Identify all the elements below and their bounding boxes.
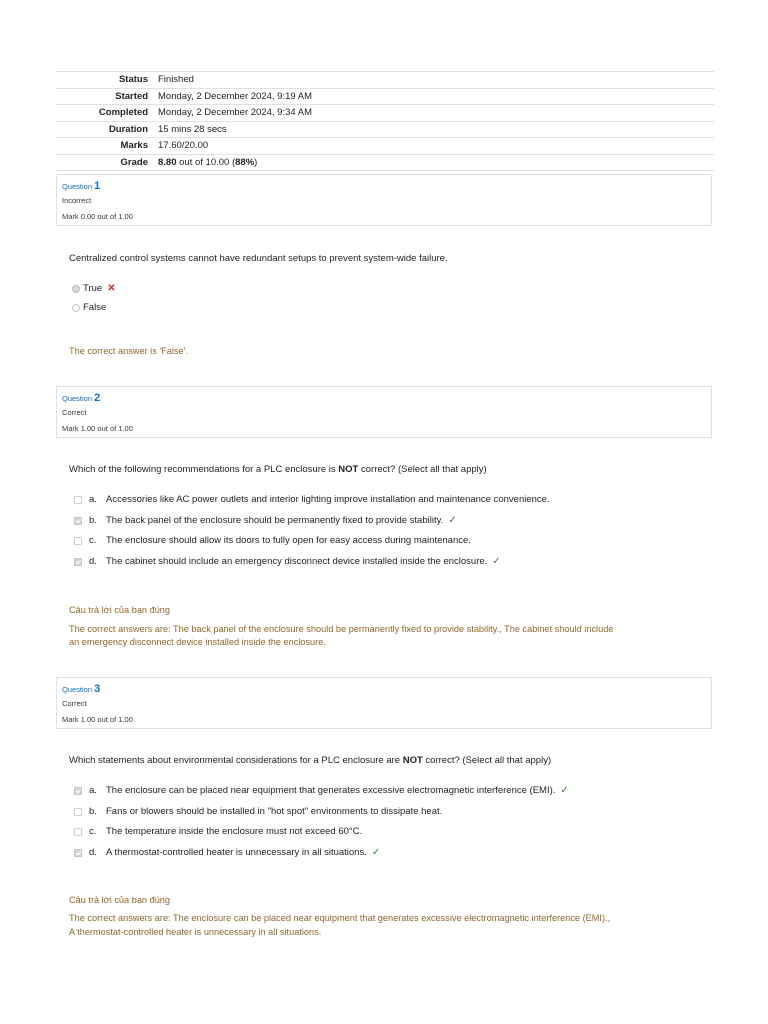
checkbox[interactable] — [74, 849, 82, 857]
answer-option-d[interactable] — [74, 556, 501, 567]
summary-label: Completed — [56, 105, 158, 122]
summary-label: Started — [56, 88, 158, 105]
checkbox[interactable] — [74, 787, 82, 795]
question-number[interactable] — [62, 392, 100, 404]
summary-value — [158, 154, 714, 171]
question-3-feedback-line: A thermostat-controlled heater is unnecessary in all situations. — [69, 927, 322, 937]
question-state: Incorrect — [62, 196, 92, 205]
summary-row-grade — [56, 154, 714, 171]
question-2-text — [69, 464, 487, 475]
incorrect-icon: ✕ — [107, 283, 116, 294]
option-label: The temperature inside the enclosure must not exceed 60°C. — [106, 826, 363, 837]
question-2-feedback-title: Câu trả lời của bạn đúng — [69, 605, 171, 615]
answer-option-a[interactable] — [74, 494, 550, 505]
option-letter: b. — [89, 515, 97, 526]
answer-label: False — [83, 302, 107, 313]
question-number-value: 2 — [94, 392, 101, 404]
option-letter: d. — [89, 847, 97, 858]
question-1-text: Centralized control systems cannot have redundant setups to prevent system-wide failure. — [69, 253, 448, 264]
option-letter: b. — [89, 806, 97, 817]
question-3-info — [56, 677, 712, 729]
answer-option-c[interactable] — [74, 535, 471, 546]
question-2-feedback-line: an emergency disconnect device installed inside the enclosure. — [69, 637, 326, 647]
option-label: Accessories like AC power outlets and interior lighting improve installation and maintenance convenience. — [106, 494, 550, 505]
option-label: A thermostat-controlled heater is unnecessary in all situations. — [106, 847, 367, 858]
question-3-feedback-title: Câu trả lời của bạn đúng — [69, 895, 171, 905]
summary-value: 17.60/20.00 — [158, 138, 714, 155]
question-state: Correct — [62, 408, 87, 417]
question-3-feedback-line: The correct answers are: The enclosure can be placed near equipment that generates excessive electromagnetic interference (EMI)., — [69, 913, 611, 923]
grade-out-of: out of 10.00 ( — [176, 156, 236, 168]
correct-check-icon: ✓ — [448, 515, 457, 526]
option-label: The enclosure can be placed near equipment that generates excessive electromagnetic interference (EMI). — [106, 785, 556, 796]
question-number[interactable] — [62, 683, 100, 695]
question-text-part: Which of the following recommendations for a PLC enclosure is — [69, 464, 339, 475]
correct-check-icon: ✓ — [560, 785, 569, 796]
question-text-emphasis: NOT — [338, 464, 359, 475]
answer-option-true[interactable] — [72, 283, 116, 294]
question-prefix: Question — [62, 394, 93, 403]
summary-label: Marks — [56, 138, 158, 155]
question-mark: Mark 0.00 out of 1.00 — [62, 212, 133, 221]
grade-percent: 88% — [235, 156, 255, 168]
grade-close: ) — [254, 156, 258, 168]
checkbox[interactable] — [74, 517, 82, 525]
question-text-emphasis: NOT — [402, 755, 423, 766]
question-state: Correct — [62, 699, 87, 708]
summary-value: Monday, 2 December 2024, 9:19 AM — [158, 88, 714, 105]
option-letter: c. — [89, 535, 97, 546]
answer-option-c[interactable] — [74, 826, 362, 837]
option-label: The cabinet should include an emergency disconnect device installed inside the enclosure. — [106, 556, 488, 567]
correct-check-icon: ✓ — [371, 847, 381, 858]
option-label: The back panel of the enclosure should be permanently fixed to provide stability. — [106, 515, 444, 526]
option-letter: a. — [89, 494, 97, 505]
checkbox[interactable] — [74, 496, 82, 504]
question-prefix: Question — [62, 685, 93, 694]
checkbox[interactable] — [74, 828, 82, 836]
question-number-value: 3 — [94, 683, 101, 695]
summary-row-completed — [56, 105, 714, 122]
question-prefix: Question — [62, 182, 93, 191]
option-label: The enclosure should allow its doors to fully open for easy access during maintenance. — [106, 535, 471, 546]
summary-label: Grade — [56, 154, 158, 171]
summary-value: Finished — [158, 72, 714, 89]
checkbox[interactable] — [74, 537, 82, 545]
option-letter: d. — [89, 556, 97, 567]
answer-option-b[interactable] — [74, 806, 442, 817]
question-number[interactable] — [62, 180, 100, 192]
answer-label: True — [83, 283, 103, 294]
answer-option-d[interactable] — [74, 847, 380, 858]
summary-label: Duration — [56, 121, 158, 138]
radio-button[interactable] — [72, 285, 80, 293]
summary-row-status — [56, 72, 714, 89]
question-number-value: 1 — [94, 180, 101, 192]
question-3-text — [69, 755, 551, 766]
summary-row-duration — [56, 121, 714, 138]
answer-option-a[interactable] — [74, 785, 569, 796]
question-mark: Mark 1.00 out of 1.00 — [62, 424, 133, 433]
option-letter: c. — [89, 826, 97, 837]
summary-row-marks — [56, 138, 714, 155]
question-2-feedback-line: The correct answers are: The back panel of the enclosure should be permanently fixed to provide stability., The cabinet should include — [69, 624, 614, 634]
grade-score: 8.80 — [158, 156, 177, 168]
question-text-part: correct? (Select all that apply) — [422, 755, 552, 766]
question-1-feedback: The correct answer is 'False'. — [69, 346, 188, 356]
attempt-summary-table — [56, 71, 714, 171]
summary-value: Monday, 2 December 2024, 9:34 AM — [158, 105, 714, 122]
question-mark: Mark 1.00 out of 1.00 — [62, 715, 133, 724]
question-text-part: correct? (Select all that apply) — [358, 464, 487, 475]
checkbox[interactable] — [74, 558, 82, 566]
summary-label: Status — [56, 72, 158, 89]
question-text-part: Which statements about environmental considerations for a PLC enclosure are — [69, 755, 403, 766]
option-label: Fans or blowers should be installed in "hot spot" environments to dissipate heat. — [106, 806, 443, 817]
option-letter: a. — [89, 785, 97, 796]
summary-row-started — [56, 88, 714, 105]
question-1-info — [56, 174, 712, 226]
correct-check-icon: ✓ — [492, 556, 501, 567]
answer-option-b[interactable] — [74, 515, 457, 526]
checkbox[interactable] — [74, 808, 82, 816]
summary-value: 15 mins 28 secs — [158, 121, 714, 138]
question-2-info — [56, 386, 712, 438]
radio-button[interactable] — [72, 304, 80, 312]
answer-option-false[interactable] — [72, 302, 106, 313]
